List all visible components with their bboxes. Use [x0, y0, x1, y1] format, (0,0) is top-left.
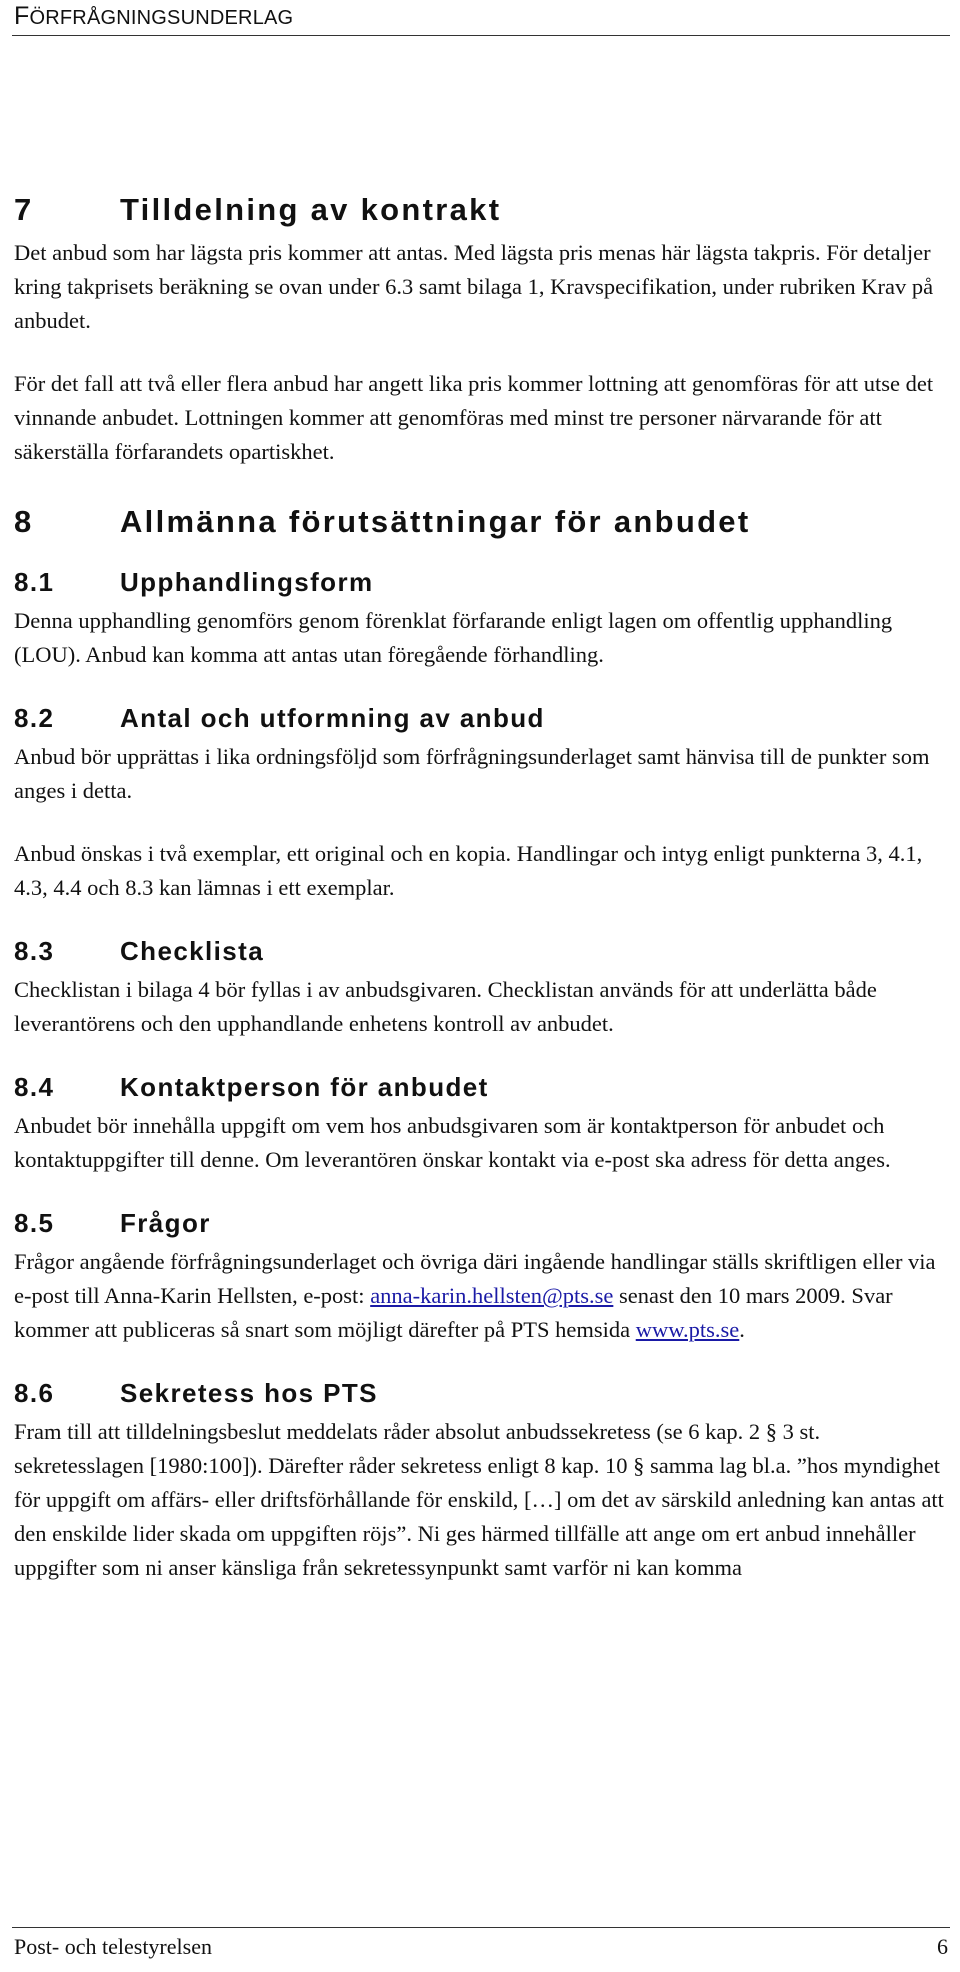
section-8-5-title: Frågor — [120, 1208, 211, 1238]
section-8-3-heading — [14, 929, 954, 973]
section-8-6-number: 8.6 — [14, 1378, 55, 1408]
section-8-4-title: Kontaktperson för anbudet — [120, 1072, 489, 1102]
running-header-text: ÖRFRÅGNINGSUNDERLAG — [29, 7, 294, 29]
section-8-6-paragraph: Fram till att tilldelningsbeslut meddelats råder absolut anbudssekretess (se 6 kap. 2 § 3 st. sekretesslagen [1980:100]). Därefter råder sekretess enligt 8 kap. 10 § samma lag bl.a. ”hos myndighet för uppgift om affärs- eller driftsförhållande för enskild, […] om det av särskild anledning kan antas att den enskilde lider skada om uppgiften röjs”. Ni ges härmed tillfälle att ange om ert anbud innehåller uppgifter som ni anser känsliga från sekretessynpunkt samt varför ni kan komma — [14, 1419, 944, 1580]
section-7-paragraph-1: Det anbud som har lägsta pris kommer att antas. Med lägsta pris menas här lägsta takpris. För detaljer kring takprisets beräkning se ovan under 6.3 samt bilaga 1, Kravspecifikation, under rubriken Krav på anbudet. — [14, 240, 934, 333]
section-8-5-text-c: . — [739, 1317, 745, 1342]
section-8-5-heading — [14, 1201, 954, 1245]
section-7-title: Tilldelning av kontrakt — [120, 192, 502, 227]
footer-page-number: 6 — [937, 1934, 948, 1959]
header-rule — [12, 35, 950, 36]
pts-website-link[interactable]: www.pts.se — [635, 1317, 740, 1342]
section-8-5-text-a: Frågor angående förfrågningsunderlaget och övriga däri ingående handlingar ställs skriftligen eller via e-post till Anna-Karin Hellsten, e-post: — [14, 1249, 936, 1308]
section-7-number: 7 — [14, 192, 34, 227]
running-header — [14, 2, 293, 31]
section-8-1-number: 8.1 — [14, 567, 55, 597]
section-7-paragraph-2: För det fall att två eller flera anbud har angett lika pris kommer lottning att genomföras för att utse det vinnande anbudet. Lottningen kommer att genomföras med minst tre personer närvarande för att säkerställa förfarandets opartiskhet. — [14, 371, 934, 464]
section-8-1-title: Upphandlingsform — [120, 567, 374, 597]
section-8-4-paragraph: Anbudet bör innehålla uppgift om vem hos anbudsgivaren som är kontaktperson för anbudet och kontaktuppgifter till denne. Om leverantören önskar kontakt via e-post ska adress för detta anges. — [14, 1113, 891, 1172]
section-8-1-paragraph: Denna upphandling genomförs genom förenklat förfarande enligt lagen om offentlig upphandling (LOU). Anbud kan komma att antas utan föregående förhandling. — [14, 608, 893, 667]
section-8-title: Allmänna förutsättningar för anbudet — [120, 504, 751, 539]
section-8-2-number: 8.2 — [14, 703, 55, 733]
document-body — [14, 184, 954, 1585]
section-8-6-heading — [14, 1371, 954, 1415]
section-8-3-number: 8.3 — [14, 936, 55, 966]
contact-email-link[interactable]: anna-karin.hellsten@pts.se — [370, 1283, 614, 1308]
footer-rule — [12, 1927, 950, 1928]
section-8-3-paragraph: Checklistan i bilaga 4 bör fyllas i av anbudsgivaren. Checklistan används för att underlätta både leverantörens och den upphandlande enhetens kontroll av anbudet. — [14, 977, 877, 1036]
footer-organization: Post- och telestyrelsen — [14, 1934, 212, 1959]
section-8-5-text-b: senast den 10 mars 2009. Svar kommer att publiceras så snart som möjligt därefter på PTS hemsida — [14, 1283, 893, 1342]
section-8-2-paragraph-1: Anbud bör upprättas i lika ordningsföljd som förfrågningsunderlaget samt hänvisa till de punkter som anges i detta. — [14, 744, 930, 803]
section-8-4-number: 8.4 — [14, 1072, 55, 1102]
section-8-5-number: 8.5 — [14, 1208, 55, 1238]
section-8-3-title: Checklista — [120, 936, 265, 966]
section-8-1-heading — [14, 560, 954, 604]
section-8-2-title: Antal och utformning av anbud — [120, 703, 545, 733]
section-8-number: 8 — [14, 504, 34, 539]
section-8-4-heading — [14, 1065, 954, 1109]
section-8-5-paragraph — [14, 1245, 954, 1347]
section-7-heading — [14, 184, 954, 236]
section-8-2-paragraph-2: Anbud önskas i två exemplar, ett original och en kopia. Handlingar och intyg enligt punkterna 3, 4.1, 4.3, 4.4 och 8.3 kan lämnas i ett exemplar. — [14, 841, 923, 900]
running-header-initial: F — [14, 2, 30, 30]
section-8-6-title: Sekretess hos PTS — [120, 1378, 378, 1408]
section-8-heading — [14, 496, 954, 548]
section-8-2-heading — [14, 696, 954, 740]
